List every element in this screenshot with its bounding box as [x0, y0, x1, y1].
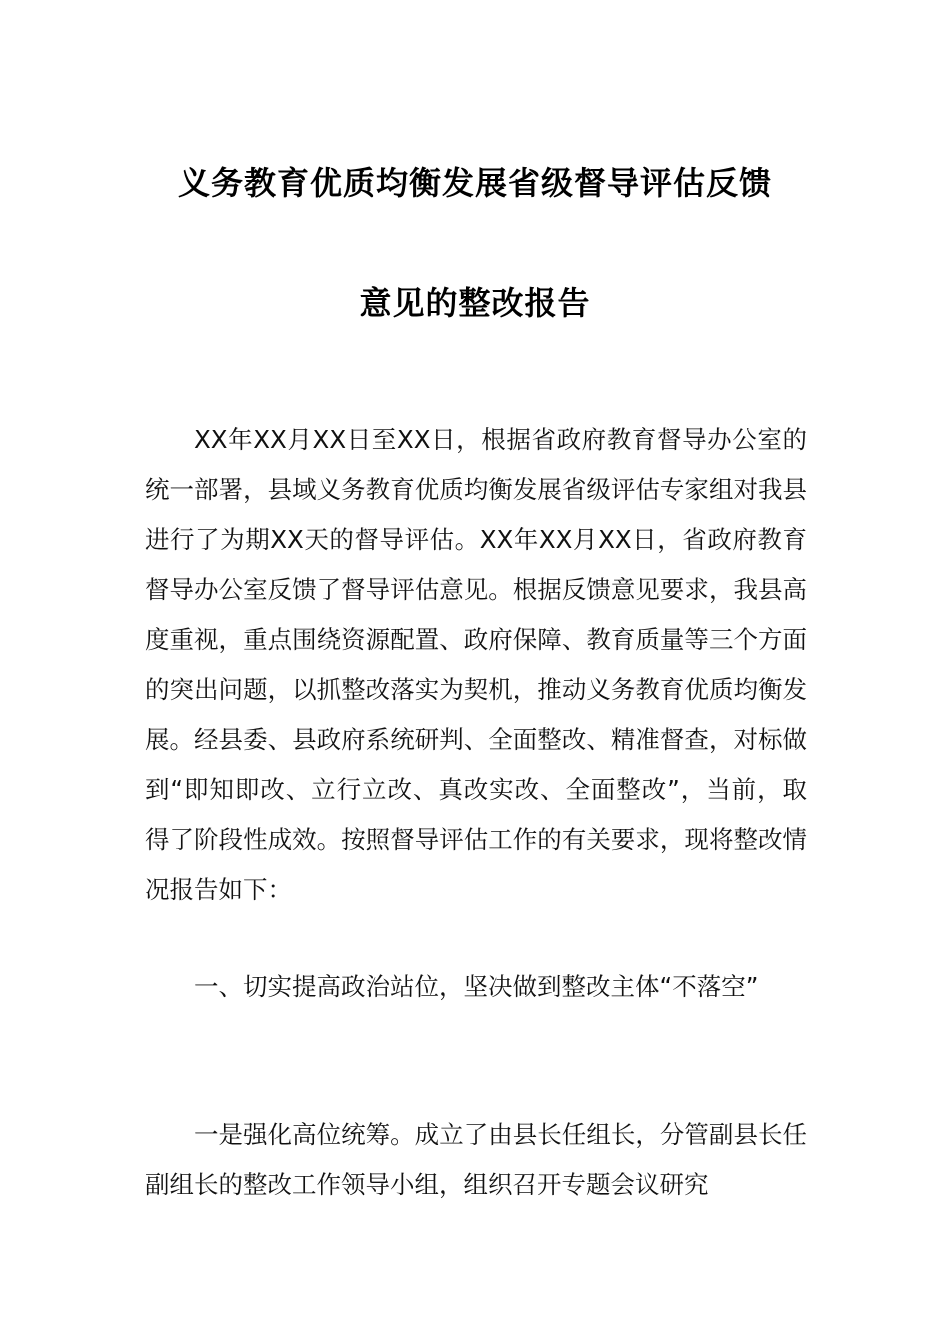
- section-heading-1: 一、切实提高政治站位，坚决做到整改主体“不落空”: [194, 972, 759, 1001]
- body-paragraph-1: 一是强化高位统筹。成立了由县长任组长，分管副县长任副组长的整改工作领导小组，组织召开专题会议研究: [145, 1120, 807, 1199]
- document-title-line-2: 意见的整改报告: [359, 284, 591, 322]
- document-title-line-1: 义务教育优质均衡发展省级督导评估反馈: [177, 164, 772, 202]
- intro-paragraph: XX年XX月XX日至XX日，根据省政府教育督导办公室的统一部署，县域义务教育优质均衡发展省级评估专家组对我县进行了为期XX天的督导评估。XX年XX月XX日，省政府教育督导办公室反馈了督导评估意见。根据反馈意见要求，我县高度重视，重点围绕资源配置、政府保障、教育质量等三个方面的突出问题，以抓整改落实为契机，推动义务教育优质均衡发展。经县委、县政府系统研判、全面整改、精准督查，对标做到“即知即改、立行立改、真改实改、全面整改”，当前，取得了阶段性成效。按照督导评估工作的有关要求，现将整改情况报告如下：: [145, 425, 807, 904]
